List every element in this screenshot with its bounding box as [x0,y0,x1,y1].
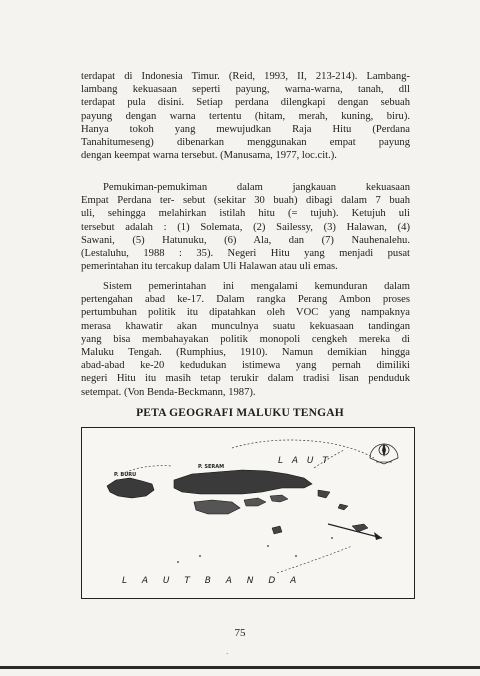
paragraph-3 [81,280,410,399]
text-line: Pemukiman-pemukiman dalam jangkauan kekuasaan [103,182,410,193]
text-line: negeri Hitu itu masih tetap terukir dalam tradisi lisan penduduk [81,373,410,385]
text-line: lambang kekuasaan seperti payung, warna-warna, tanah, dll [81,84,410,96]
text-line: Tanahitumeseng) dibenarkan menggunakan empat payung [81,137,410,149]
text-line: tersebut adalah : (1) Solemata, (2) Sailessy, (3) Halawan, (4) [81,221,410,233]
text-line: pertengahan abad ke-17. Dalam rangka Perang Ambon proses [81,294,410,306]
map-figure [81,427,415,599]
island-ambon [194,500,240,514]
island-seram [174,470,312,494]
island-saparua [270,495,288,502]
compass-rose-icon [370,443,398,464]
island-haruku [244,498,266,506]
map-arrow-head [374,532,382,540]
text-line: yang bisa membahayakan politik monopoli cengkeh mereka di [81,333,410,345]
paragraph-2 [81,181,410,273]
text-line: abad-abad ke-20 kedudukan istimewa yang pernah dimiliki [81,360,410,372]
islet-marker [267,545,269,547]
text-line: Empat Perdana ter- sebut (sekitar 30 buah) dibagi dalam 7 buah [81,195,410,207]
text-line: Sawani, (5) Hatunuku, (6) Ala, dan (7) Nauhenalehu. [81,234,410,246]
text-line: terdapat pula disini. Setiap perdana dilengkapi dengan sebuah [81,97,410,109]
map-title: PETA GEOGRAFI MALUKU TENGAH [136,407,344,419]
islet-marker [177,561,179,563]
text-line: pemerintahan itu tercakup dalam Uli Halawan atau uli emas. [81,261,338,273]
boundary-line-south [277,546,352,573]
text-line: pertumbuhan politik itu dipatahkan oleh VOC yang nampaknya [81,307,410,319]
map-drawing [82,428,414,598]
scan-speck: · [226,650,229,658]
text-line: Hanya tokoh yang mewujudkan Raja Hitu (Perdana [81,123,410,135]
island-buru [107,478,154,498]
text-line: Maluku Tengah. (Rumphius, 1910). Namun demikian hingga [81,347,410,359]
page-edge-shadow [0,666,480,669]
islet-marker [295,555,297,557]
sea-label-south: L A U T B A N D A [122,576,303,586]
text-line: payung dengan warna tertentu (hitam, merah, kuning, biru). [81,110,410,122]
islet-marker [331,537,333,539]
island-label-buru: P. BURU [114,472,137,478]
island-label-seram: P. SERAM [198,464,225,470]
text-line: Sistem pemerintahan ini mengalami kemunduran dalam [103,281,410,292]
sea-label-north: L A U T [278,456,331,466]
island-gorong [338,504,348,510]
paragraph-1 [81,70,410,162]
page-number: 75 [234,627,246,639]
islet-marker [199,555,201,557]
text-line: dengan keempat warna tersebut. (Manusama, 1977, loc.cit.). [81,150,337,162]
island-banda [272,526,282,534]
text-line: (Lestaluhu, 1988 : 35). Negeri Hitu yang menjadi pusat [81,248,410,260]
text-line: uli, sehingga melahirkan istilah hitu (= tujuh). Ketujuh uli [81,208,410,220]
text-line: setempat. (Von Benda-Beckmann, 1987). [81,386,256,398]
text-line: terdapat di Indonesia Timur. (Reid, 1993, II, 213-214). Lambang- [81,71,410,82]
text-line: merasa khawatir akan munculnya suatu kekuasaan tandingan [81,320,410,332]
island-seram-laut [318,490,330,498]
